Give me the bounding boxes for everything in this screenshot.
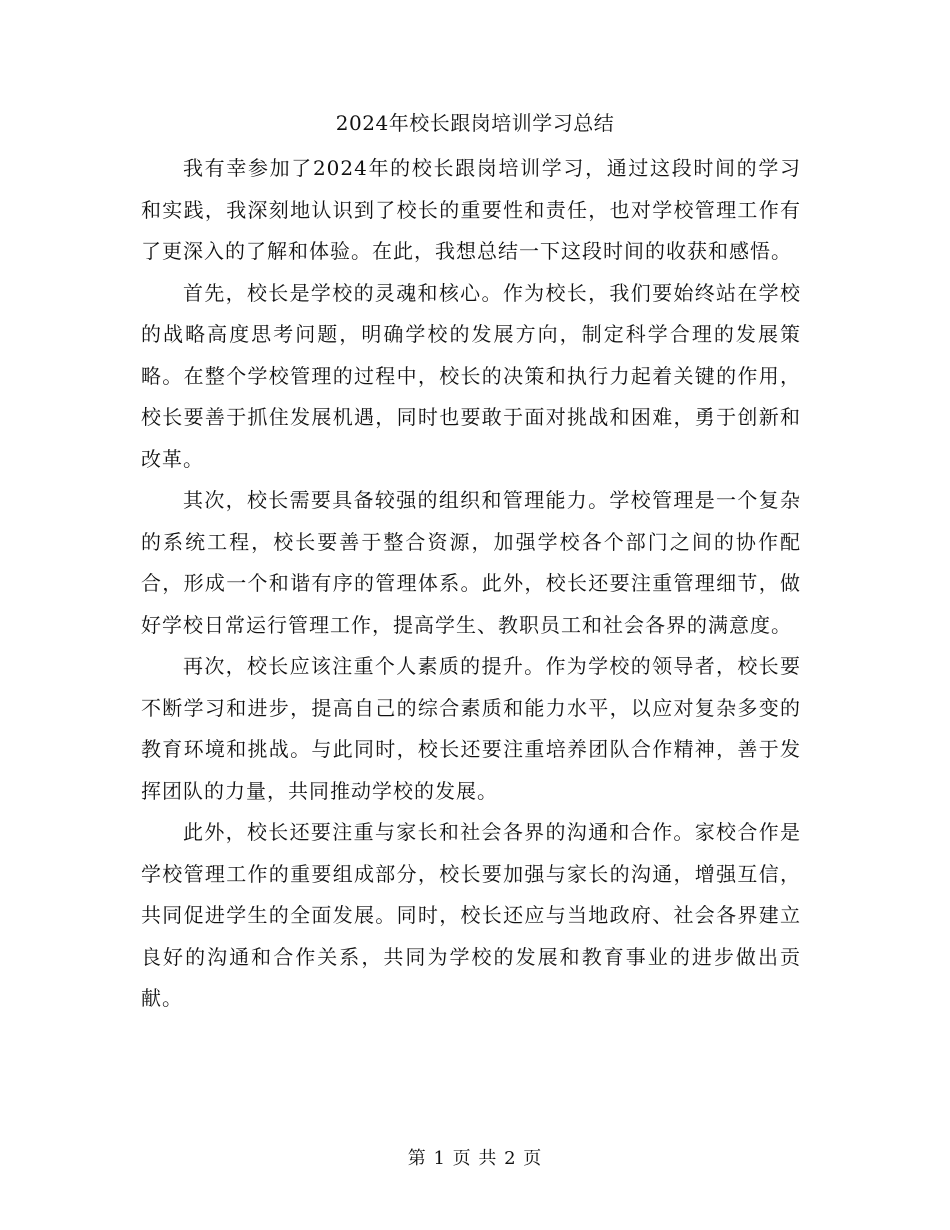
paragraph-second: 其次，校长需要具备较强的组织和管理能力。学校管理是一个复杂的系统工程，校长要善于整合资源，加强学校各个部门之间的协作配合，形成一个和谐有序的管理体系。此外，校长还要注重管理细节，做好学校日常运行管理工作，提高学生、教职员工和社会各界的满意度。 xyxy=(141,488,801,637)
paragraph-first: 首先，校长是学校的灵魂和核心。作为校长，我们要始终站在学校的战略高度思考问题，明确学校的发展方向，制定科学合理的发展策略。在整个学校管理的过程中，校长的决策和执行力起着关键的作用，校长要善于抓住发展机遇，同时也要敢于面对挑战和困难，勇于创新和改革。 xyxy=(141,280,801,471)
paragraph-intro: 我有幸参加了2024年的校长跟岗培训学习，通过这段时间的学习和实践，我深刻地认识到了校长的重要性和责任，也对学校管理工作有了更深入的了解和体验。在此，我想总结一下这段时间的收获和感悟。 xyxy=(141,156,801,263)
page-number-label: 第 1 页 共 2 页 xyxy=(407,1148,543,1169)
page-footer xyxy=(0,1144,950,1174)
paragraph-third: 再次，校长应该注重个人素质的提升。作为学校的领导者，校长要不断学习和进步，提高自己的综合素质和能力水平，以应对复杂多变的教育环境和挑战。与此同时，校长还要注重培养团队合作精神，善于发挥团队的力量，共同推动学校的发展。 xyxy=(141,654,801,803)
paragraph-fourth: 此外，校长还要注重与家长和社会各界的沟通和合作。家校合作是学校管理工作的重要组成部分，校长要加强与家长的沟通，增强互信，共同促进学生的全面发展。同时，校长还应与当地政府、社会各界建立良好的沟通和合作关系，共同为学校的发展和教育事业的进步做出贡献。 xyxy=(141,820,801,1010)
document-body xyxy=(141,148,801,1020)
document-title: 2024年校长跟岗培训学习总结 xyxy=(335,111,615,135)
